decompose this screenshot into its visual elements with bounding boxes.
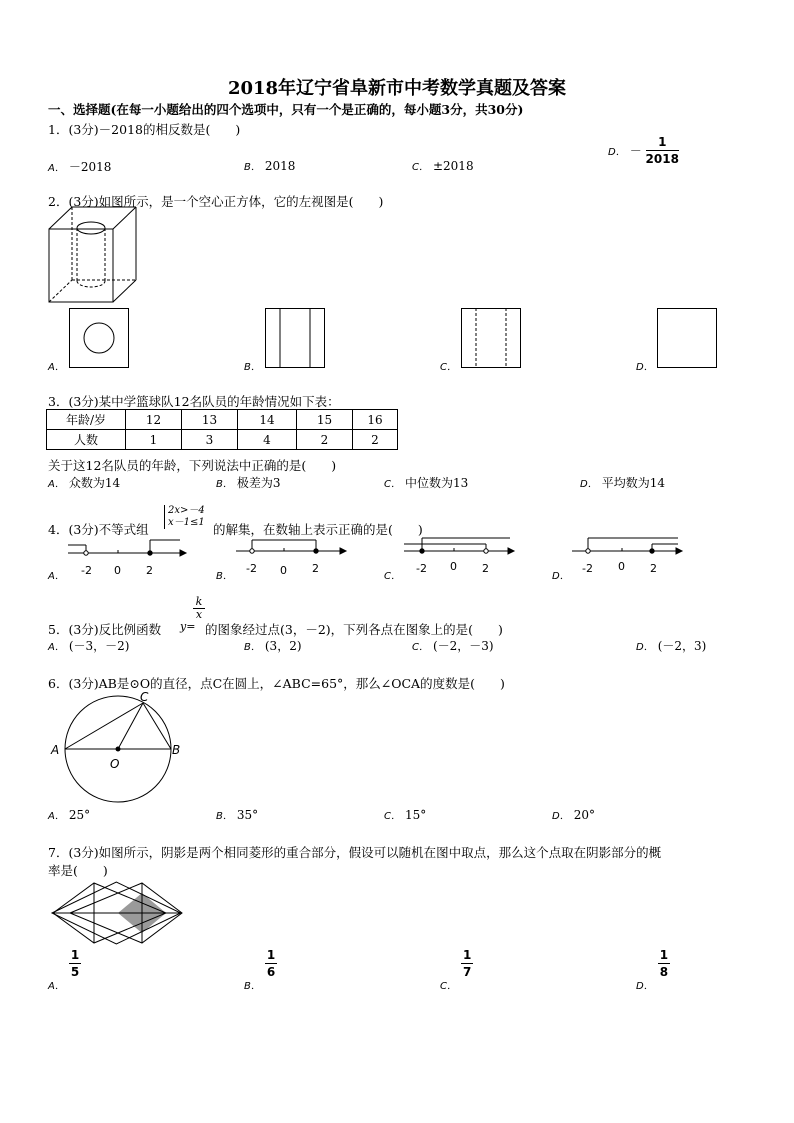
function-fraction: k x — [193, 596, 205, 621]
table-header-cell: 人数 — [47, 430, 126, 450]
q5-option-b[interactable]: B． (3，2) — [244, 639, 302, 653]
q6-option-a[interactable]: A． 25° — [48, 808, 91, 822]
tick-label: 2 — [146, 564, 153, 577]
question-3-stem: 3．(3分)某中学篮球队12名队员的年龄情况如下表： — [48, 394, 340, 409]
table-row — [47, 430, 398, 450]
tick-label: 0 — [280, 564, 287, 577]
table-cell: 2 — [353, 430, 398, 450]
q4-option-c[interactable]: C． — [384, 571, 401, 582]
q7-option-d[interactable]: $_{D.}$ $\frac{1}{8}$ — [636, 948, 669, 992]
q2-view-c[interactable] — [461, 308, 521, 368]
table-cell: 12 — [126, 410, 182, 430]
tick-label: 0 — [114, 564, 121, 577]
tick-label: -2 — [582, 562, 593, 575]
label-o: O — [110, 757, 120, 771]
tick-label: -2 — [416, 562, 427, 575]
q5-option-d[interactable]: D． (－2，3) — [636, 639, 707, 653]
label-b: B — [172, 743, 181, 757]
rhombus-figure — [52, 882, 182, 944]
q1-option-c[interactable]: C． ±2018 — [412, 159, 474, 173]
fraction: $\frac{1}{2018}$ — [645, 135, 679, 166]
q3-option-b[interactable]: B． 极差为3 — [216, 476, 281, 490]
table-cell: 15 — [297, 410, 353, 430]
tick-label: 2 — [312, 562, 319, 575]
q7-option-c[interactable]: $_{C.}$ $\frac{1}{7}$ — [440, 948, 472, 992]
label-a: A — [51, 743, 60, 757]
q3-option-a[interactable]: A． 众数为14 — [48, 476, 121, 490]
q3-option-c[interactable]: C． 中位数为13 — [384, 476, 469, 490]
question-2-stem: 2．(3分)如图所示，是一个空心正方体，它的左视图是( ) — [48, 194, 384, 209]
q5-option-a[interactable]: A． (－3，－2) — [48, 639, 130, 653]
q1-option-a[interactable]: A． －2018 — [48, 160, 112, 174]
table-cell: 14 — [238, 410, 297, 430]
tick-label: -2 — [81, 564, 92, 577]
q2-option-b[interactable]: B． — [244, 362, 261, 373]
question-4-stem-start: 4．(3分)不等式组 — [48, 522, 149, 537]
tick-label: 0 — [450, 560, 457, 573]
tick-label: 2 — [650, 562, 657, 575]
q1-option-d[interactable]: D． － $\frac{1}{2018}$ — [608, 135, 679, 166]
q2-view-a[interactable] — [69, 308, 129, 368]
q4-option-d[interactable]: D． — [552, 571, 570, 582]
question-1-stem: 1．(3分)－2018的相反数是( ) — [48, 122, 241, 137]
circle-diagram — [48, 690, 188, 772]
q4-number-line-a[interactable] — [68, 538, 188, 578]
question-5-stem-start: 5．(3分)反比例函数 — [48, 622, 162, 637]
q4-number-line-d[interactable] — [572, 536, 692, 576]
q5-option-c[interactable]: C． (－2，－3) — [412, 639, 494, 653]
question-3-followup: 关于这12名队员的年龄，下列说法中正确的是( ) — [48, 458, 337, 473]
question-5-stem-end: 的图象经过点(3，－2)，下列各点在图象上的是( ) — [205, 622, 503, 637]
table-cell: 16 — [353, 410, 398, 430]
tick-label: 0 — [618, 560, 625, 573]
q2-option-d[interactable]: D． — [636, 362, 654, 373]
q4-number-line-c[interactable] — [404, 536, 524, 576]
q1-option-b[interactable]: B． 2018 — [244, 159, 296, 173]
table-cell: 4 — [238, 430, 297, 450]
q6-option-c[interactable]: C． 15° — [384, 808, 427, 822]
section-heading: 一、选择题(在每一小题给出的四个选项中，只有一个是正确的，每小题3分，共30分) — [48, 102, 524, 117]
q4-option-a[interactable]: A． — [48, 571, 65, 582]
question-7-stem-line1: 7．(3分)如图所示，阴影是两个相同菱形的重合部分，假设可以随机在图中取点，那么这个点取在阴影部分的概 — [48, 845, 662, 860]
inequality-system: 2x>－4 x－1≤1 — [164, 505, 205, 529]
q2-option-c[interactable]: C． — [440, 362, 457, 373]
q2-view-d[interactable] — [657, 308, 717, 368]
q4-number-line-b[interactable] — [236, 536, 356, 576]
hollow-cube-figure — [48, 206, 138, 304]
table-header-cell: 年龄/岁 — [47, 410, 126, 430]
q2-view-b[interactable] — [265, 308, 325, 368]
table-cell: 1 — [126, 430, 182, 450]
q7-option-a[interactable]: $_{A.}$ $\frac{1}{5}$ — [48, 948, 80, 992]
label-c: C — [140, 690, 149, 704]
q3-option-d[interactable]: D． 平均数为14 — [580, 476, 665, 490]
q2-option-a[interactable]: A． — [48, 362, 65, 373]
q7-option-b[interactable]: $_{B.}$ $\frac{1}{6}$ — [244, 948, 276, 992]
q4-option-b[interactable]: B． — [216, 571, 233, 582]
question-7-stem-line2: 率是( ) — [48, 863, 108, 878]
tick-label: -2 — [246, 562, 257, 575]
function-lhs: y= — [180, 620, 196, 633]
tick-label: 2 — [482, 562, 489, 575]
q6-option-d[interactable]: D． 20° — [552, 808, 595, 822]
q6-option-b[interactable]: B． 35° — [216, 808, 259, 822]
table-cell: 2 — [297, 430, 353, 450]
question-6-stem: 6．(3分)AB是⊙O的直径，点C在圆上，∠ABC=65°，那么∠OCA的度数是( ) — [48, 676, 505, 691]
table-cell: 13 — [182, 410, 238, 430]
page-title: 2018年辽宁省阜新市中考数学真题及答案 — [227, 78, 567, 99]
table-cell: 3 — [182, 430, 238, 450]
table-row — [47, 410, 398, 430]
age-table — [46, 409, 398, 450]
question-4-stem-end: 的解集，在数轴上表示正确的是( ) — [213, 522, 423, 537]
